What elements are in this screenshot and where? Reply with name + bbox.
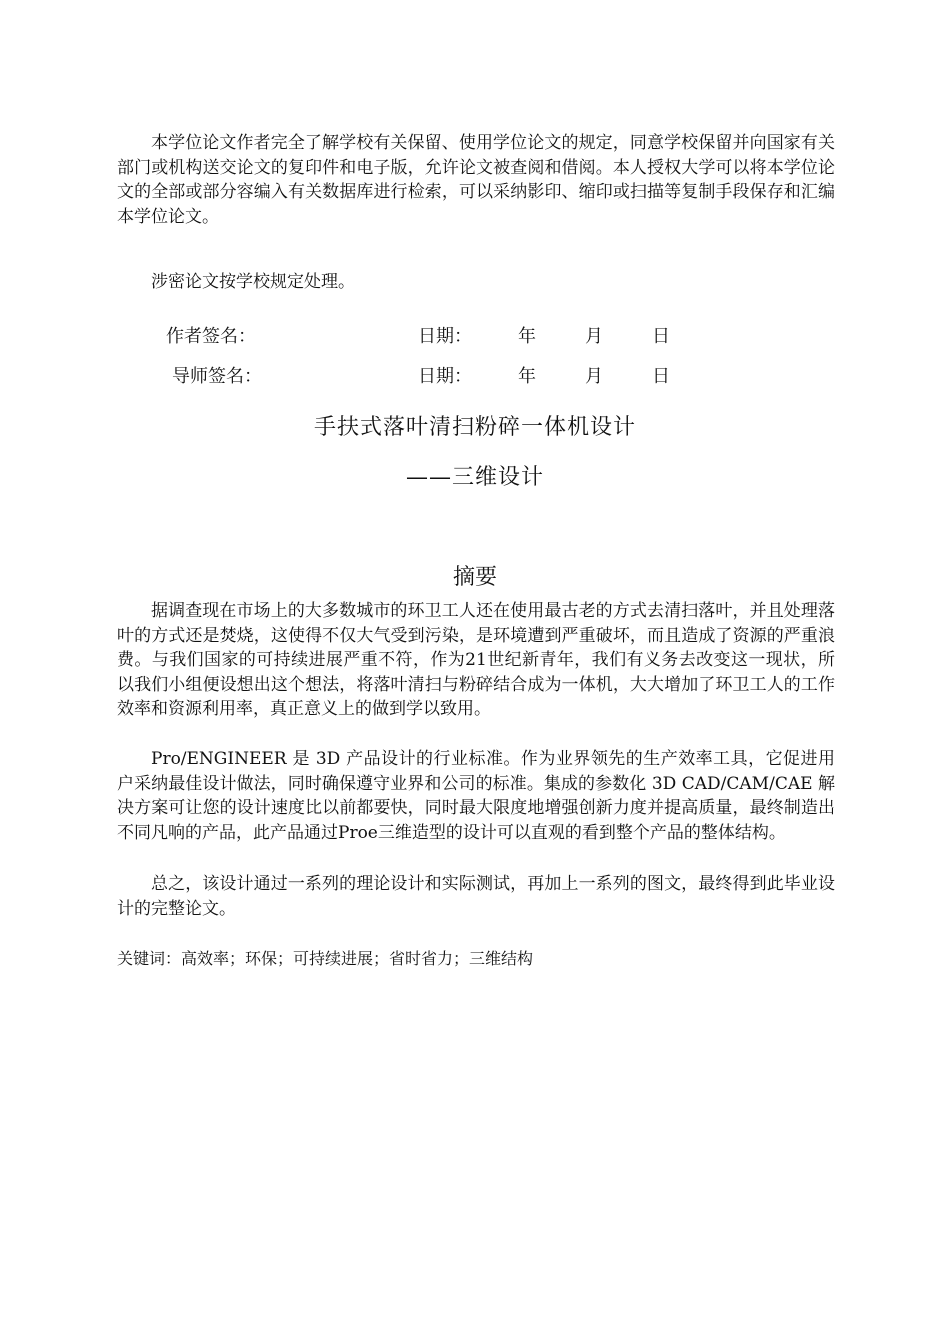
thesis-title: 手扶式落叶清扫粉碎一体机设计 [313,415,636,440]
month-label: 月 [585,326,603,347]
thesis-subtitle: ——三维设计 [405,465,544,490]
advisor-signature-label: 导师签名： [172,366,262,387]
year-label: 年 [518,366,536,387]
year-label: 年 [518,326,536,347]
confidential-paragraph: 涉密论文按学校规定处理。 [151,272,355,292]
date-label: 日期： [418,366,472,387]
month-label: 月 [585,366,603,387]
abstract-paragraph-1: 据调查现在市场上的大多数城市的环卫工人还在使用最古老的方式去清扫落叶，并且处理落叶的方式还是焚烧，这使得不仅大气受到污染，是环境遭到严重破坏，而且造成了资源的严重浪费。与我们国家的可持续进展严重不符，作为21世纪新青年，我们有义务去改变这一现状，所以我们小组便设想出这个想法，将落叶清扫与粉碎结合成为一体机，大大增加了环卫工人的工作效率和资源利用率，真正意义上的做到学以致用。 [117,601,835,719]
keywords-line: 关键词：高效率；环保；可持续进展；省时省力；三维结构 [117,949,534,968]
author-signature-label: 作者签名： [166,326,256,347]
day-label: 日 [652,366,670,387]
abstract-heading: 摘要 [452,565,497,590]
date-label: 日期： [418,326,472,347]
abstract-paragraph-2: Pro/ENGINEER 是 3D 产品设计的行业标准。作为业界领先的生产效率工具，它促进用户采纳最佳设计做法，同时确保遵守业界和公司的标准。集成的参数化 3D CAD/CAM/CAE 解决方案可让您的设计速度比以前都要快，同时最大限度地增强创新力度并提高质量，最终制造出不同凡响的产品，此产品通过Proe三维造型的设计可以直观的看到整个产品的整体结构。 [117,749,835,843]
advisor-signature-row [0,362,950,390]
abstract-paragraph-3: 总之，该设计通过一系列的理论设计和实际测试，再加上一系列的图文，最终得到此毕业设计的完整论文。 [117,874,835,919]
day-label: 日 [652,326,670,347]
authorization-paragraph: 本学位论文作者完全了解学校有关保留、使用学位论文的规定，同意学校保留并向国家有关部门或机构送交论文的复印件和电子版，允许论文被查阅和借阅。本人授权大学可以将本学位论文的全部或部分容编入有关数据库进行检索，可以采纳影印、缩印或扫描等复制手段保存和汇编本学位论文。 [117,133,835,227]
author-signature-row [0,322,950,350]
